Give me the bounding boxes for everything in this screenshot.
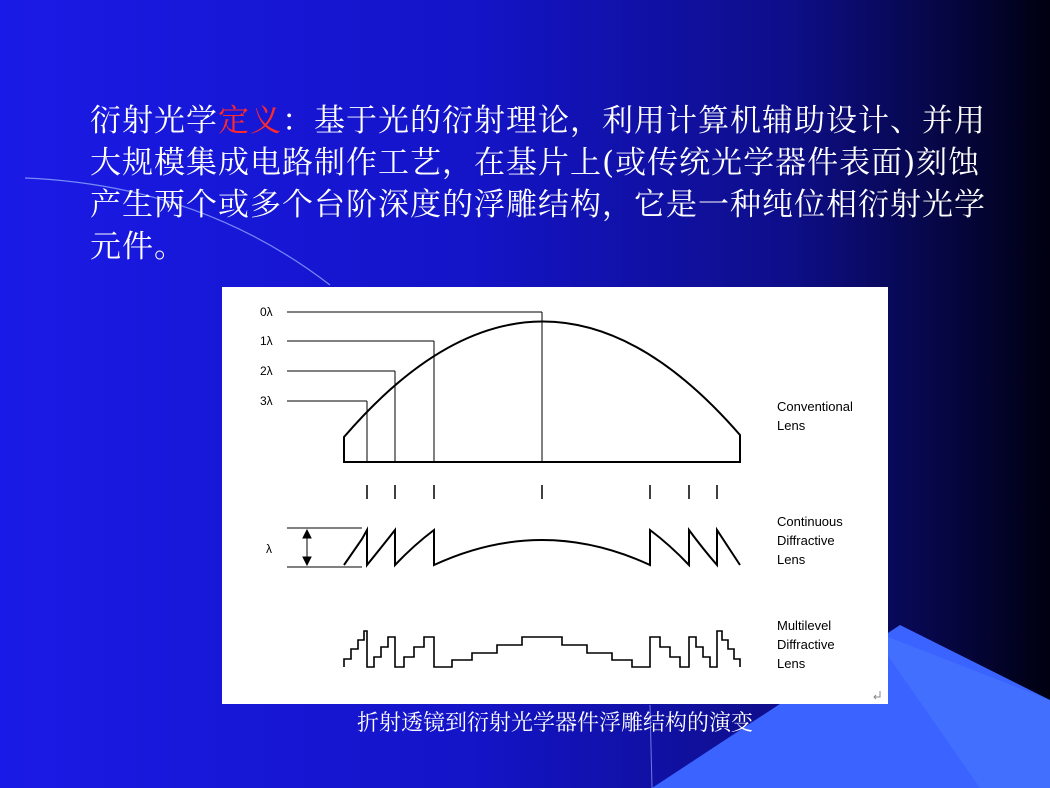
continuous-label-line-2: Diffractive xyxy=(777,533,835,548)
continuous-label-line-1: Continuous xyxy=(777,514,843,529)
conventional-label-line-2: Lens xyxy=(777,418,806,433)
step-label-0: 0λ xyxy=(260,305,273,319)
step-label-3: 3λ xyxy=(260,394,273,408)
step-label-2: 2λ xyxy=(260,364,273,378)
figure-caption: 折射透镜到衍射光学器件浮雕结构的演变 xyxy=(356,711,753,736)
zone-tick-marks xyxy=(367,485,717,499)
lambda-height-marker xyxy=(287,528,362,567)
multilevel-diffractive-profile xyxy=(344,631,740,667)
multilevel-label-line-1: Multilevel xyxy=(777,618,832,633)
lens-evolution-figure xyxy=(222,287,888,704)
definition-keyword: 定义 xyxy=(218,103,282,139)
return-mark-icon xyxy=(874,691,880,699)
lens-diagram xyxy=(222,287,888,704)
continuous-diffractive-profile xyxy=(344,530,740,565)
definition-body: ：基于光的衍射理论，利用计算机辅助设计、并用大规模集成电路制作工艺，在基片上(或传统光学器件表面)刻蚀产生两个或多个台阶深度的浮雕结构，它是一种纯位相衍射光学元件。 xyxy=(90,103,986,265)
continuous-label-line-3: Lens xyxy=(777,552,806,567)
multilevel-label-line-3: Lens xyxy=(777,656,806,671)
multilevel-label-line-2: Diffractive xyxy=(777,637,835,652)
conventional-label-line-1: Conventional xyxy=(777,399,853,414)
lambda-label: λ xyxy=(266,542,272,556)
definition-prefix: 衍射光学 xyxy=(90,103,218,139)
step-label-1: 1λ xyxy=(260,334,273,348)
definition-paragraph xyxy=(90,100,1010,268)
